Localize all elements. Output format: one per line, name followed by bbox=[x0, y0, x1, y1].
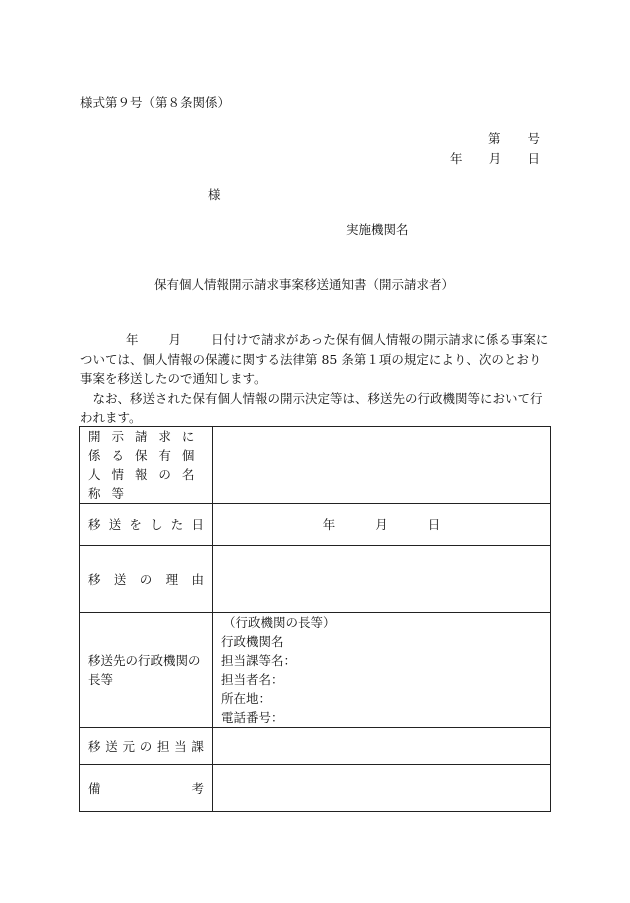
label-transfer-date bbox=[80, 504, 213, 546]
label-requested-info bbox=[80, 427, 213, 504]
table-row bbox=[80, 546, 551, 613]
label-char: 課 bbox=[191, 738, 204, 754]
body-paragraph-1-text: 日付けで請求があった保有個人情報の開示請求に係る事案については、個人情報の保護に関する法律第 85 条第１項の規定により、次のとおり事案を移送したので通知します。 bbox=[80, 332, 549, 386]
label-transfer-reason bbox=[80, 546, 213, 613]
table-row bbox=[80, 765, 551, 812]
table-row bbox=[80, 728, 551, 765]
label-char: 元 bbox=[122, 738, 135, 754]
number-dai: 第 bbox=[488, 131, 501, 146]
transfer-date-month: 月 bbox=[375, 517, 388, 532]
label-char: た bbox=[170, 517, 184, 532]
agency-name-label: 実施機関名 bbox=[346, 222, 409, 237]
body-month: 月 bbox=[168, 332, 182, 347]
value-requested-info bbox=[213, 427, 551, 504]
destination-line: 担当者名： bbox=[221, 672, 284, 687]
label-char: の bbox=[139, 738, 153, 754]
form-number: 様式第９号（第８条関係） bbox=[80, 95, 231, 110]
destination-line: 電話番号： bbox=[221, 710, 284, 725]
document-title: 保有個人情報開示請求事案移送通知書（開示請求者） bbox=[154, 277, 455, 292]
table-row bbox=[80, 613, 551, 728]
label-requested-info-text: 開 示 請 求 に 係 る 保 有 個 人 情 報 の 名 称 等 bbox=[88, 429, 198, 501]
label-destination-head-text: 移送先の行政機関の長等 bbox=[88, 653, 201, 687]
label-destination-head bbox=[80, 613, 213, 728]
label-char: 備 bbox=[88, 780, 101, 796]
transfer-date-day: 日 bbox=[427, 517, 441, 532]
label-char: し bbox=[150, 517, 163, 532]
transfer-date-year: 年 bbox=[322, 517, 336, 532]
label-char: 理 bbox=[165, 571, 179, 587]
label-remarks bbox=[80, 765, 213, 812]
value-destination-head bbox=[213, 613, 551, 728]
label-char: 当 bbox=[174, 738, 187, 754]
document-number-line bbox=[488, 130, 540, 148]
label-char: 移 bbox=[88, 738, 101, 754]
table-row bbox=[80, 427, 551, 504]
value-remarks bbox=[213, 765, 551, 812]
transfer-details-table bbox=[79, 426, 551, 812]
destination-line: 担当課等名： bbox=[221, 653, 297, 668]
date-year: 年 bbox=[450, 151, 463, 166]
label-char: を bbox=[129, 517, 142, 532]
value-transfer-date bbox=[213, 504, 551, 546]
table-row bbox=[80, 504, 551, 546]
label-char: 担 bbox=[156, 738, 170, 754]
body-year: 年 bbox=[126, 332, 139, 347]
destination-line: （行政機関の長等） bbox=[223, 615, 336, 630]
addressee-suffix: 様 bbox=[208, 187, 221, 202]
label-char: 送 bbox=[113, 571, 127, 587]
number-go: 号 bbox=[527, 131, 540, 146]
body-paragraph-2: なお、移送された保有個人情報の開示決定等は、移送先の行政機関等において行われます。 bbox=[80, 390, 543, 425]
date-month: 月 bbox=[488, 151, 502, 166]
label-char: 移 bbox=[88, 517, 101, 532]
body-paragraph-1 bbox=[80, 330, 551, 389]
label-source-department bbox=[80, 728, 213, 765]
label-char: の bbox=[139, 571, 153, 587]
destination-line: 所在地： bbox=[221, 691, 272, 706]
date-day: 日 bbox=[527, 151, 540, 166]
issue-date-line bbox=[450, 150, 540, 168]
label-char: 考 bbox=[191, 780, 204, 796]
value-transfer-reason bbox=[213, 546, 551, 613]
body-text bbox=[80, 330, 551, 428]
value-source-department bbox=[213, 728, 551, 765]
label-char: 送 bbox=[105, 738, 118, 754]
label-char: 由 bbox=[191, 571, 204, 587]
label-char: 送 bbox=[108, 517, 122, 532]
label-char: 日 bbox=[191, 517, 204, 532]
label-char: 移 bbox=[88, 571, 101, 587]
destination-line: 行政機関名 bbox=[221, 634, 284, 649]
